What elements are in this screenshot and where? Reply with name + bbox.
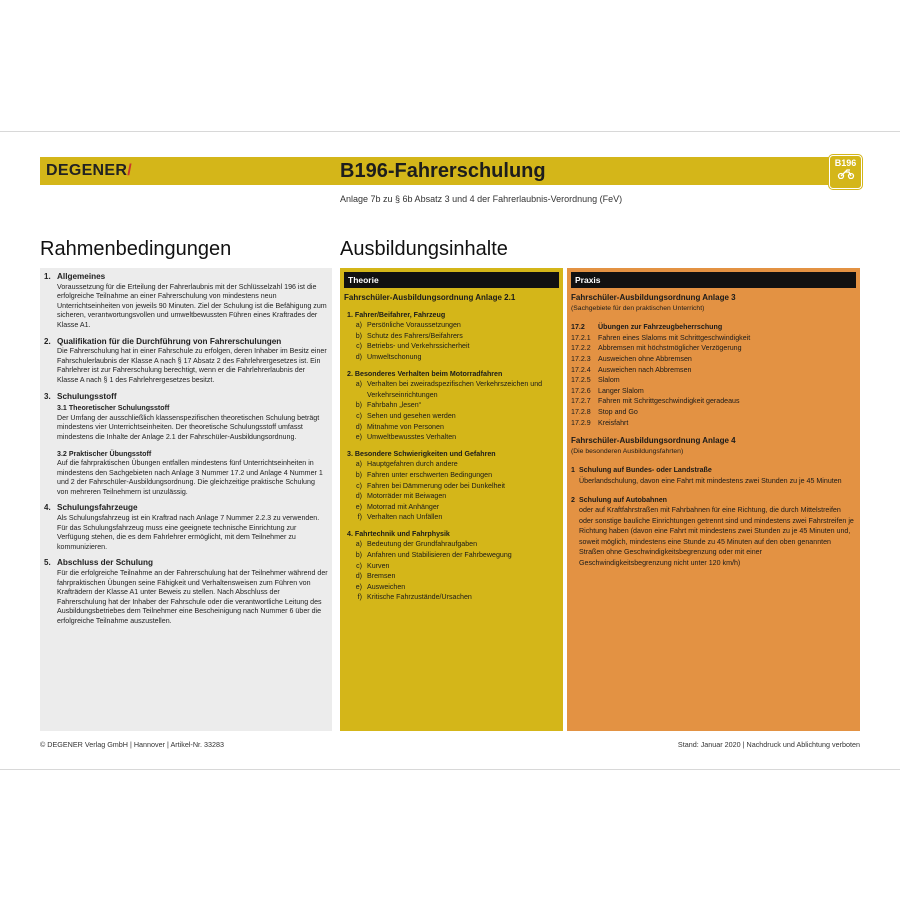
subsection-text: Auf die fahrpraktischen Übungen entfallen mindestens fünf Unterrichtseinheiten in mindestens den Sachgebieten nach Anlage 3 Nummer 17.2 und Anlage 4 Nummer 1 und 2 der Fahrschüler-Ausbildungsordnung. Die gleichzeitige praktische Schulung von mehreren Teilnehmern ist unzulässig. xyxy=(57,459,323,496)
list-item: 17.2.8 Stop and Go xyxy=(571,407,638,416)
list-item: c) Sehen und gesehen werden xyxy=(356,411,456,420)
list-item: 1 Schulung auf Bundes- oder Landstraße Überlandschulung, davon eine Fahrt mit mindestens zwei Stunden zu je 45 Minuten xyxy=(571,466,842,485)
list-item: e) Ausweichen xyxy=(355,582,406,591)
list-item: b) Fahren unter erschwerten Bedingungen xyxy=(355,470,493,479)
list-item: e) Umweltbewusstes Verhalten xyxy=(355,433,457,442)
theorie-column xyxy=(340,268,563,731)
list-item: 17.2.7 Fahren mit Schrittgeschwindigkeit geradeaus xyxy=(571,397,740,406)
list-item: c) Kurven xyxy=(356,561,390,570)
item-title: Abschluss der Schulung xyxy=(57,558,153,568)
list-item: 17.2.5 Slalom xyxy=(571,376,620,385)
subsection-title: 3.2 Praktischer Übungsstoff xyxy=(57,449,152,458)
subsection-title: 3.1 Theoretischer Schulungsstoff xyxy=(57,404,170,413)
group-title: 2. Besonderes Verhalten beim Motorradfahren xyxy=(347,369,503,378)
list-item: 17.2.3 Ausweichen ohne Abbremsen xyxy=(571,354,692,363)
theorie-header: Theorie xyxy=(344,272,559,288)
praxis-anlage3-title: Fahrschüler-Ausbildungsordnung Anlage 3 xyxy=(571,293,736,302)
praxis-header: Praxis xyxy=(571,272,856,288)
group-title: 3. Besondere Schwierigkeiten und Gefahren xyxy=(347,449,496,458)
list-item: 17.2.6 Langer Slalom xyxy=(571,386,644,395)
list-item: f) Verhalten nach Unfällen xyxy=(357,513,443,522)
list-item: c) Betriebs- und Verkehrssicherheit xyxy=(356,342,470,351)
page-subtitle: Anlage 7b zu § 6b Absatz 3 und 4 der Fahrerlaubnis-Verordnung (FeV) xyxy=(340,194,623,204)
item-text: Voraussetzung für die Erteilung der Fahrerlaubnis mit der Schlüsselzahl 196 ist die erfolgreiche Teilnahme an einer Fahrerschulung von mindestens neun Unterrichtseinheiten von jeweils 90 Minuten. Ziel der Schulung ist die Befähigung zum sicheren, verantwortungsvollen und umweltbewussten Führen eines Kraftrades der Klasse A1. xyxy=(57,282,327,329)
list-item: a) Bedeutung der Grundfahraufgaben xyxy=(355,540,478,549)
item-title: Schulungsfahrzeuge xyxy=(57,503,138,513)
list-item: c) Fahren bei Dämmerung oder bei Dunkelheit xyxy=(356,481,506,490)
list-item: 17.2.2 Abbremsen mit höchstmöglicher Verzögerung xyxy=(571,344,742,353)
list-item: 4. Schulungsfahrzeuge Als Schulungsfahrzeug ist ein Kraftrad nach Anlage 7 Nummer 2.2.3 zu verwenden. Für das Schulungsfahrzeug muss eine geeignete technische Einrichtung zur Verfügung stehen, die es dem Fahrlehrer ermöglicht, mit dem Teilnehmer zu kommunizieren. xyxy=(44,503,328,552)
list-item: 3. Schulungsstoff 3.1 Theoretischer Schulungsstoff Der Umfang der ausschließlich klassenspezifischen theoretischen Schulung beträgt mindestens vier Unterrichtseinheiten. Der theoretische Schulungsstoff umfasst mindestens die Inhalte der Anlage 2.1 der Fahrschüler-Ausbildungsordnung. 3.2 Praktischer Übungsstoff Auf die fahrpraktischen Übungen entfallen mindestens fünf Unterrichtseinheiten in mindestens den Sachgebieten nach Anlage 3 Nummer 17.2 und Anlage 4 Nummer 1 und 2 der Fahrschüler-Ausbildungsordnung. Die gleichzeitige praktische Schulung von mehreren Teilnehmern ist unzulässig. xyxy=(44,392,328,498)
list-item: d) Motorräder mit Beiwagen xyxy=(355,492,447,501)
list-item: b) Anfahren und Stabilisieren der Fahrbewegung xyxy=(355,551,512,560)
list-item: 2 Schulung auf Autobahnen oder auf Kraftfahrstraßen mit Fahrbahnen für eine Richtung, die durch Mittelstreifen oder sonstige bauliche Einrichtungen getrennt sind und mindestens zwei Fahrstreifen je Richtung haben (davon eine Fahrt mit mindestens zwei Stunden zu je 45 Minuten und, soweit möglich, mindestens eine Stunde zu 45 Minuten auf den oben genannten Straßen ohne Geschwindigkeitsbegrenzung oder mit einer Geschwindigkeitsbegrenzung nicht unter 120 km/h) xyxy=(571,495,854,568)
list-item: a) Verhalten bei zweiradspezifischen Verkehrszeichen und Verkehrseinrichtungen xyxy=(355,380,543,399)
praxis-anlage3-subtitle: (Sachgebiete für den praktischen Unterricht) xyxy=(571,304,705,312)
item-text: Für die erfolgreiche Teilnahme an der Fahrerschulung hat der Teilnehmer während der fahrpraktischen Übungen seine Fähigkeit und Verhaltensweisen zum Führen von Krafträdern der Klasse A1 unter Beweis zu stellen. Nach Abschluss der Fahrerschulung hat der Inhaber der Fahrschule oder die verantwortliche Leitung des Ausbildungsbetriebes dem Teilnehmer eine Bescheinigung nach Nummer 6 über die erfolgreiche Teilnahme auszustellen. xyxy=(57,569,328,625)
logo-slash-icon: / xyxy=(127,162,132,179)
subsection-text: Der Umfang der ausschließlich klassenspezifischen theoretischen Schulung beträgt mindestens vier Unterrichtseinheiten. Der theoretische Schulungsstoff umfasst mindestens die Inhalte der Anlage 2.1 der Fahrschüler-Ausbildungsordnung. xyxy=(57,413,320,441)
list-item: a) Persönliche Voraussetzungen xyxy=(355,321,461,330)
group-title: 4. Fahrtechnik und Fahrphysik xyxy=(347,529,450,538)
list-item: d) Bremsen xyxy=(355,572,396,581)
list-item: b) Fahrbahn „lesen“ xyxy=(355,401,422,410)
item-title: Allgemeines xyxy=(57,272,106,281)
list-item: a) Hauptgefahren durch andere xyxy=(355,460,458,469)
list-item: f) Kritische Fahrzustände/Ursachen xyxy=(357,593,472,602)
list-item: 5. Abschluss der Schulung Für die erfolgreiche Teilnahme an der Fahrerschulung hat der Teilnehmer während der fahrpraktischen Übungen seine Fähigkeit und Verhaltensweisen zum Führen von Krafträdern der Klasse A1 unter Beweis zu stellen. Nach Abschluss der Fahrerschulung hat der Inhaber der Fahrschule oder die verantwortliche Leitung des Ausbildungsbetriebes dem Teilnehmer eine Bescheinigung nach Nummer 6 über die erfolgreiche Teilnahme auszustellen. xyxy=(44,558,328,625)
praxis-anlage4-subtitle: (Die besonderen Ausbildungsfahrten) xyxy=(571,447,684,455)
group-title: 1. Fahrer/Beifahrer, Fahrzeug xyxy=(347,310,446,319)
degener-logo: DEGENER/ xyxy=(46,162,132,179)
item-text: Die Fahrerschulung hat in einer Fahrschule zu erfolgen, deren Inhaber im Besitz einer Fahrschulerlaubnis der Klasse A nach § 17 Absatz 2 des Fahrlehrergesetzes ist. Ein Fahrlehrer ist zur Fahrerschulung berechtigt, wenn er die Fahrlehrerlaubnis der Klasse A nach § 1 des Fahrlehrergesetzes besitzt. xyxy=(57,347,327,384)
item-title: Qualifikation für die Durchführung von Fahrerschulungen xyxy=(57,336,282,346)
item-title: Schulungsstoff xyxy=(57,391,117,401)
list-item: e) Motorrad mit Anhänger xyxy=(355,502,440,511)
badge-label: B196 xyxy=(834,158,857,168)
section-heading-ausbildung: Ausbildungsinhalte xyxy=(340,238,508,260)
list-item: b) Schutz des Fahrers/Beifahrers xyxy=(355,331,463,340)
b196-badge xyxy=(829,155,862,189)
list-item: 17.2 Übungen zur Fahrzeugbeherrschung xyxy=(571,323,723,332)
list-item: 2. Qualifikation für die Durchführung von Fahrerschulungen Die Fahrerschulung hat in einer Fahrschule zu erfolgen, deren Inhaber im Besitz einer Fahrschulerlaubnis der Klasse A nach § 17 Absatz 2 des Fahrlehrergesetzes ist. Ein Fahrlehrer ist zur Fahrerschulung berechtigt, wenn er die Fahrlehrerlaubnis der Klasse A nach § 1 des Fahrlehrergesetzes besitzt. xyxy=(44,336,327,384)
list-item: d) Umweltschonung xyxy=(355,352,422,361)
section-heading-rahmen: Rahmenbedingungen xyxy=(40,238,232,260)
motorcycle-icon xyxy=(830,169,861,183)
list-item: 17.2.4 Ausweichen nach Abbremsen xyxy=(571,365,692,374)
rahmen-list xyxy=(44,272,328,633)
list-item: 1. Allgemeines Voraussetzung für die Erteilung der Fahrerlaubnis mit der Schlüsselzahl 196 ist die erfolgreiche Teilnahme an einer Fahrerschulung von mindestens neun Unterrichtseinheiten von jeweils 90 Minuten. Ziel der Schulung ist die Befähigung zum sicheren, verantwortungsvollen und umweltbewussten Führen eines Kraftrades der Klasse A1. xyxy=(44,272,327,329)
footer-status: Stand: Januar 2020 | Nachdruck und Ablichtung verboten xyxy=(677,740,860,749)
footer-publisher: © DEGENER Verlag GmbH | Hannover | Artikel-Nr. 33283 xyxy=(40,740,224,749)
item-text: Als Schulungsfahrzeug ist ein Kraftrad nach Anlage 7 Nummer 2.2.3 zu verwenden. Für das Schulungsfahrzeug muss eine geeignete technische Einrichtung zur Verfügung stehen, die es dem Fahrlehrer ermöglicht, mit dem Teilnehmer zu kommunizieren. xyxy=(57,514,320,551)
praxis-anlage4-title: Fahrschüler-Ausbildungsordnung Anlage 4 xyxy=(571,436,736,446)
praxis-column xyxy=(567,268,860,731)
list-item: 17.2.9 Kreisfahrt xyxy=(571,418,629,427)
list-item: d) Mitnahme von Personen xyxy=(355,422,444,431)
theorie-title: Fahrschüler-Ausbildungsordnung Anlage 2.1 xyxy=(344,293,516,302)
page-title: B196-Fahrerschulung xyxy=(340,160,546,182)
list-item: 17.2.1 Fahren eines Slaloms mit Schrittgeschwindigkeit xyxy=(571,333,751,342)
